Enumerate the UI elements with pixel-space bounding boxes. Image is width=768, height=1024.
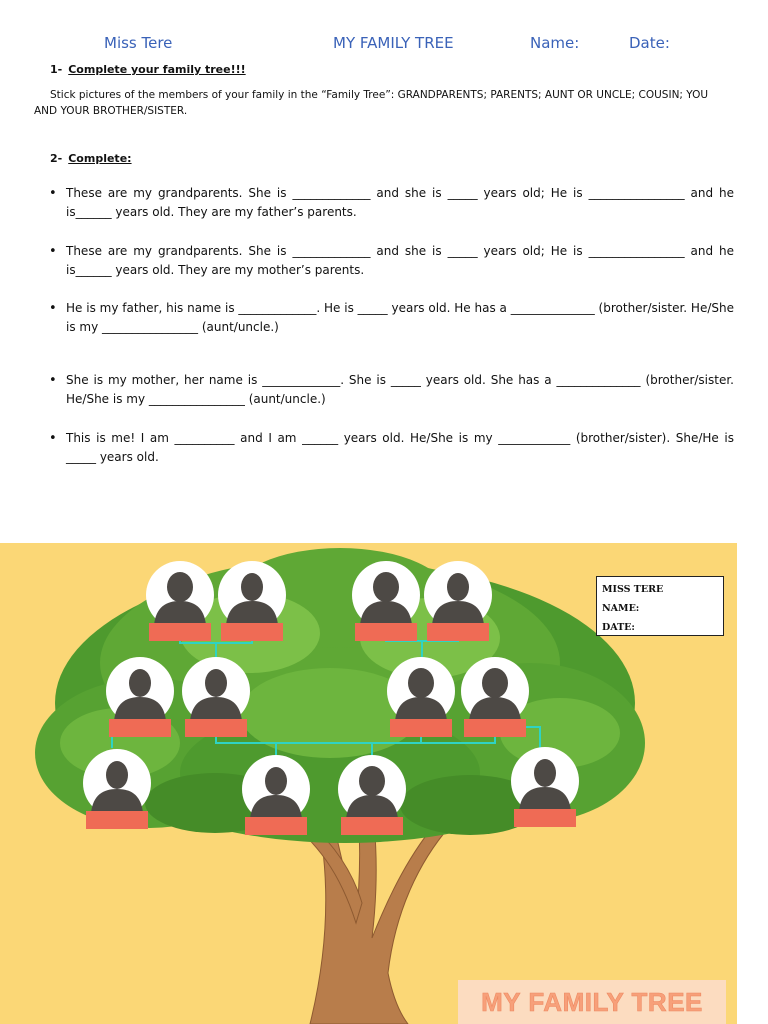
person-silhouette-icon [241,573,263,601]
info-name-label: NAME: [602,603,640,614]
portrait-slot [83,749,151,829]
family-tree-poster [0,543,737,1024]
name-tag [149,623,211,641]
exercise-item-4: • She is my mother, her name is _____________. She is _____ years old. She has a ______________ (brother/sister. He/She is my ________________ (aunt/uncle.) [66,371,734,409]
section2-title: Complete: [68,152,132,165]
section2-heading [50,152,132,165]
person-silhouette-icon [167,572,193,602]
person-silhouette-icon [482,668,508,698]
section1-number: 1- [50,63,63,76]
section1-title: Complete your family tree!!! [68,63,246,76]
exercise-item-2: • These are my grandparents. She is _____________ and she is _____ years old; He is ________________ and he is______ years old. They are my mother’s parents. [66,242,734,280]
person-silhouette-icon [359,766,385,796]
exercise-item-5: • This is me! I am __________ and I am ______ years old. He/She is my ____________ (brother/sister). She/He is _____ years old. [66,429,734,467]
teacher-name: Miss Tere [104,34,173,52]
portrait-slot [461,657,529,737]
name-tag [390,719,452,737]
name-label: Name: [530,34,580,52]
name-tag [245,817,307,835]
portrait-slot [106,657,174,737]
section1-instructions: Stick pictures of the members of your family in the “Family Tree”: GRANDPARENTS; PARENTS; AUNT OR UNCLE; COUSIN; YOU AND YOUR BROTHER/SISTER. [34,89,709,117]
person-silhouette-icon [265,767,287,795]
name-tag [86,811,148,829]
name-tag [221,623,283,641]
info-date-label: DATE: [602,622,635,633]
name-tag [185,719,247,737]
portrait-slot [511,747,579,827]
person-silhouette-icon [447,573,469,601]
portrait-slot [218,561,286,641]
portrait-slot [338,755,406,835]
person-silhouette-icon [106,761,128,789]
date-label: Date: [629,34,670,52]
info-teacher: MISS TERE [602,584,664,595]
portrait-slot [146,561,214,641]
portrait-slot [352,561,420,641]
person-silhouette-icon [129,669,151,697]
section2-number: 2- [50,152,63,165]
section1-heading [50,63,246,76]
portrait-slot [182,657,250,737]
name-tag [427,623,489,641]
name-tag [514,809,576,827]
person-silhouette-icon [534,759,556,787]
name-tag [109,719,171,737]
person-silhouette-icon [373,572,399,602]
portrait-slot [387,657,455,737]
exercise-item-3: • He is my father, his name is _____________. He is _____ years old. He has a ______________ (brother/sister. He/She is my ________________ (aunt/uncle.) [66,299,734,337]
person-silhouette-icon [408,668,434,698]
name-tag [355,623,417,641]
student-info-box [596,576,724,636]
person-silhouette-icon [205,669,227,697]
portrait-slot [424,561,492,641]
name-tag [341,817,403,835]
portrait-slot [242,755,310,835]
exercise-item-1: • These are my grandparents. She is _____________ and she is _____ years old; He is ________________ and he is______ years old. They are my father’s parents. [66,184,734,222]
name-tag [464,719,526,737]
page-title: MY FAMILY TREE [333,34,454,52]
poster-banner-title: MY FAMILY TREE [458,980,726,1024]
